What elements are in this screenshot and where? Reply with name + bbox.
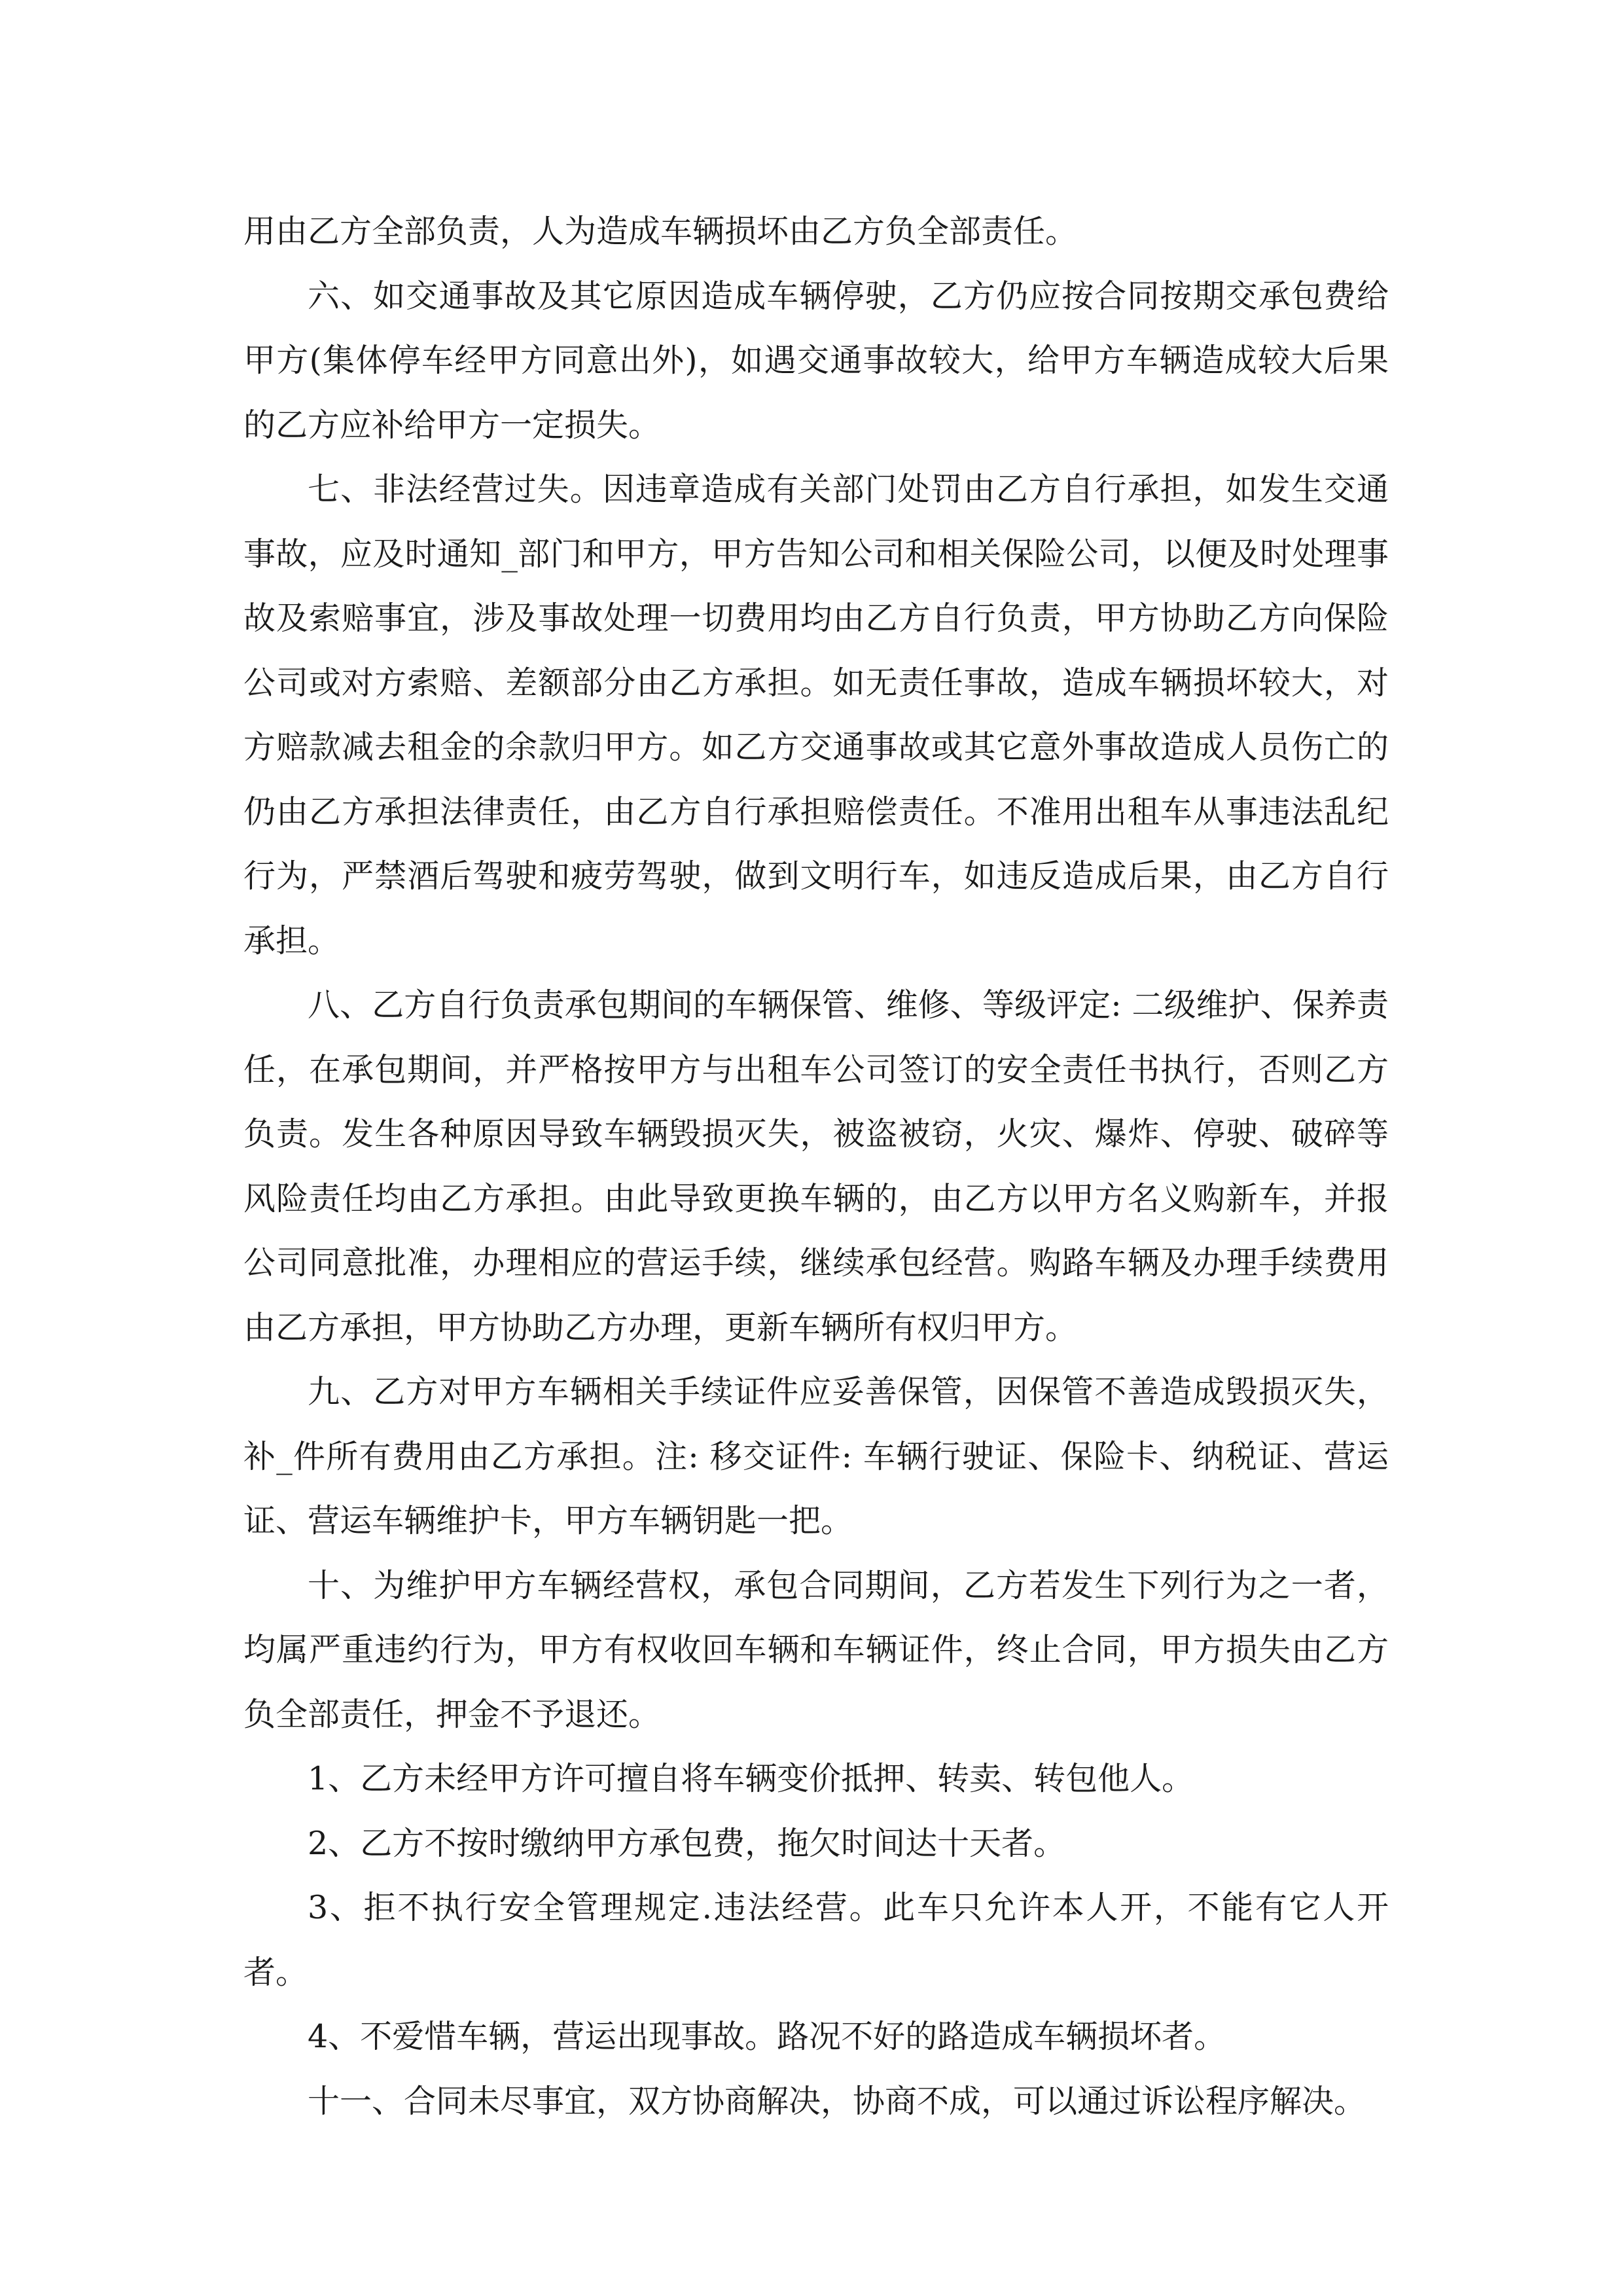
paragraph-clause-11: 十一、合同未尽事宜，双方协商解决，协商不成，可以通过诉讼程序解决。 bbox=[308, 2082, 1366, 2120]
list-item-2: 2、乙方不按时缴纳甲方承包费，拖欠时间达十天者。 bbox=[308, 1824, 1066, 1862]
paragraph-clause-8: 八、乙方自行负责承包期间的车辆保管、维修、等级评定: 二级维护、保养责任，在承包期间，并严格按甲方与出租车公司签订的安全责任书执行，否则乙方负责。发生各种原因导致车辆毁损灭失，被盗被窃，火灾、爆炸、停驶、破碎等风险责任均由乙方承担。由此导致更换车辆的，由乙方以甲方名义购新车，并报公司同意批准，办理相应的营运手续，继续承包经营。购路车辆及办理手续费用由乙方承担，甲方协助乙方办理，更新车辆所有权归甲方。 bbox=[243, 986, 1389, 1346]
document-body bbox=[243, 200, 1389, 2134]
list-item-3: 3、拒不执行安全管理规定.违法经营。此车只允许本人开，不能有它人开者。 bbox=[243, 1889, 1389, 1991]
paragraph-continuation: 用由乙方全部负责，人为造成车辆损坏由乙方负全部责任。 bbox=[243, 213, 1078, 250]
paragraph-clause-7: 七、非法经营过失。因违章造成有关部门处罚由乙方自行承担，如发生交通事故，应及时通知_部门和甲方，甲方告知公司和相关保险公司，以便及时处理事故及索赔事宜，涉及事故处理一切费用均由乙方自行负责，甲方协助乙方向保险公司或对方索赔、差额部分由乙方承担。如无责任事故，造成车辆损坏较大，对方赔款减去租金的余款归甲方。如乙方交通事故或其它意外事故造成人员伤亡的仍由乙方承担法律责任，由乙方自行承担赔偿责任。不准用出租车从事违法乱纪行为，严禁酒后驾驶和疲劳驾驶，做到文明行车，如违反造成后果，由乙方自行承担。 bbox=[243, 471, 1389, 960]
list-item-4: 4、不爱惜车辆，营运出现事故。路况不好的路造成车辆损坏者。 bbox=[308, 2018, 1226, 2055]
list-item-1: 1、乙方未经甲方许可擅自将车辆变价抵押、转卖、转包他人。 bbox=[308, 1760, 1194, 1797]
paragraph-clause-6: 六、如交通事故及其它原因造成车辆停驶，乙方仍应按合同按期交承包费给甲方(集体停车经甲方同意出外)，如遇交通事故较大，给甲方车辆造成较大后果的乙方应补给甲方一定损失。 bbox=[243, 277, 1389, 444]
paragraph-clause-10: 十、为维护甲方车辆经营权，承包合同期间，乙方若发生下列行为之一者，均属严重违约行为，甲方有权收回车辆和车辆证件，终止合同，甲方损失由乙方负全部责任，押金不予退还。 bbox=[243, 1566, 1389, 1733]
paragraph-clause-9: 九、乙方对甲方车辆相关手续证件应妥善保管，因保管不善造成毁损灭失，补_件所有费用由乙方承担。注: 移交证件: 车辆行驶证、保险卡、纳税证、营运证、营运车辆维护卡，甲方车辆钥匙一把。 bbox=[243, 1373, 1389, 1539]
